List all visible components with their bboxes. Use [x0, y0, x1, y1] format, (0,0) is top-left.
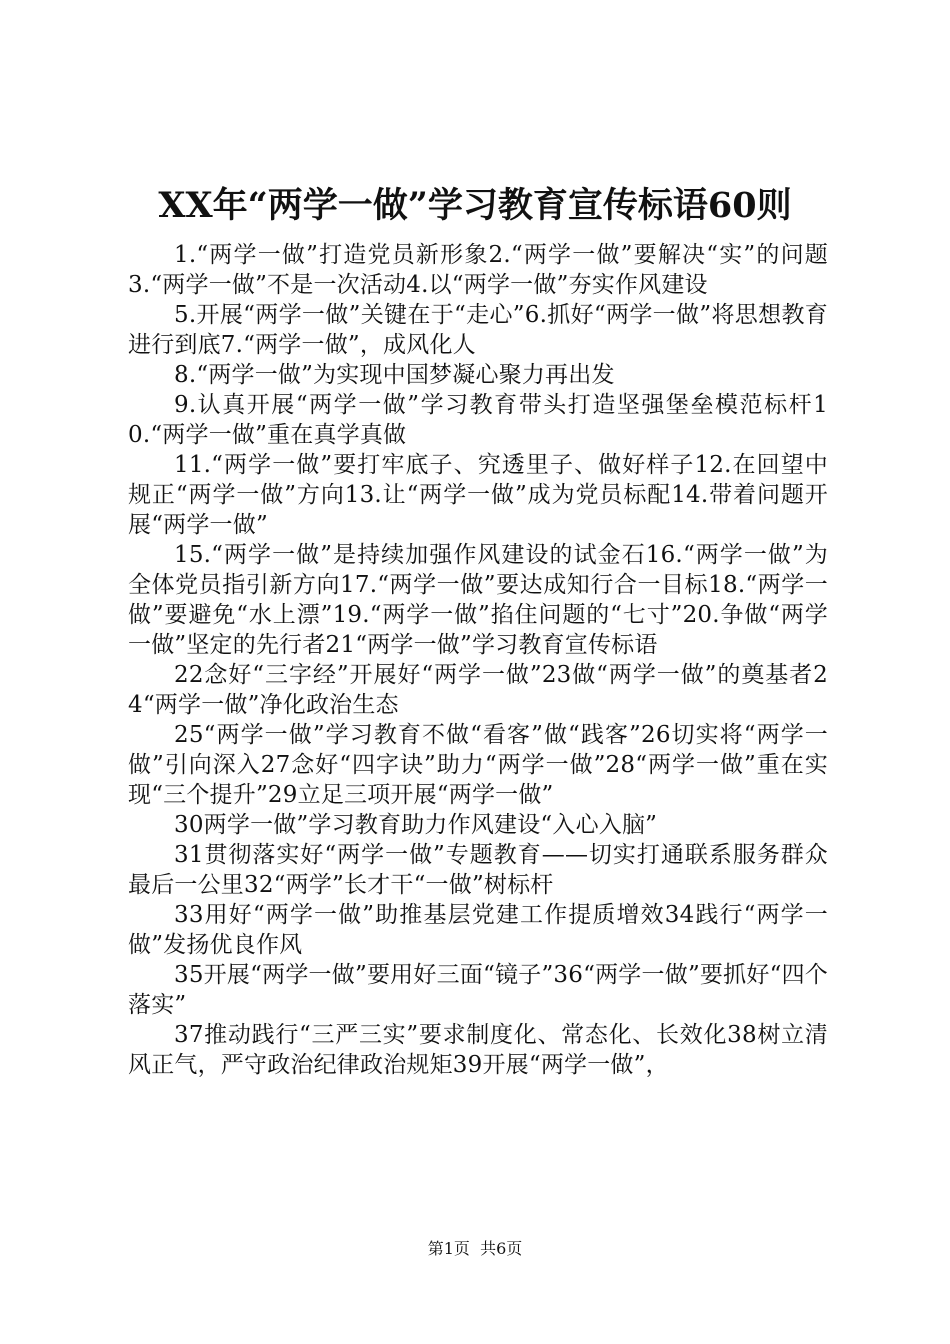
paragraph: 9.认真开展“两学一做”学习教育带头打造坚强堡垒模范标杆10.“两学一做”重在真学真做: [128, 392, 828, 448]
paragraph: 1.“两学一做”打造党员新形象2.“两学一做”要解决“实”的问题3.“两学一做”不是一次活动4.以“两学一做”夯实作风建设: [128, 242, 828, 298]
paragraph: 30两学一做”学习教育助力作风建设“入心入脑”: [174, 812, 658, 838]
paragraph: 11.“两学一做”要打牢底子、究透里子、做好样子12.在回望中规正“两学一做”方向13.让“两学一做”成为党员标配14.带着问题开展“两学一做”: [128, 452, 828, 538]
paragraph: 25“两学一做”学习教育不做“看客”做“践客”26切实将“两学一做”引向深入27念好“四字诀”助力“两学一做”28“两学一做”重在实现“三个提升”29立足三项开展“两学一做”: [128, 722, 828, 808]
document-title: XX年“两学一做”学习教育宣传标语60则: [158, 185, 792, 226]
page-number: 第1页: [427, 1239, 470, 1258]
page-total: 共6页: [480, 1239, 523, 1258]
document-body: [128, 240, 828, 1080]
paragraph: 5.开展“两学一做”关键在于“走心”6.抓好“两学一做”将思想教育进行到底7.“两学一做”，成风化人: [128, 302, 828, 358]
paragraph: 33用好“两学一做”助推基层党建工作提质增效34践行“两学一做”发扬优良作风: [128, 902, 828, 958]
paragraph: 8.“两学一做”为实现中国梦凝心聚力再出发: [174, 362, 615, 388]
paragraph: 37推动践行“三严三实”要求制度化、常态化、长效化38树立清风正气，严守政治纪律政治规矩39开展“两学一做”，: [128, 1022, 828, 1078]
paragraph: 31贯彻落实好“两学一做”专题教育——切实打通联系服务群众最后一公里32“两学”长才干“一做”树标杆: [128, 842, 828, 898]
paragraph: 22念好“三字经”开展好“两学一做”23做“两学一做”的奠基者24“两学一做”净化政治生态: [128, 662, 828, 718]
paragraph: 35开展“两学一做”要用好三面“镜子”36“两学一做”要抓好“四个落实”: [128, 962, 828, 1018]
paragraph: 15.“两学一做”是持续加强作风建设的试金石16.“两学一做”为全体党员指引新方向17.“两学一做”要达成知行合一目标18.“两学一做”要避免“水上漂”19.“两学一做”掐住问题的“七寸”20.争做“两学一做”坚定的先行者21“两学一做”学习教育宣传标语: [128, 542, 828, 658]
page-footer: [0, 1239, 950, 1259]
